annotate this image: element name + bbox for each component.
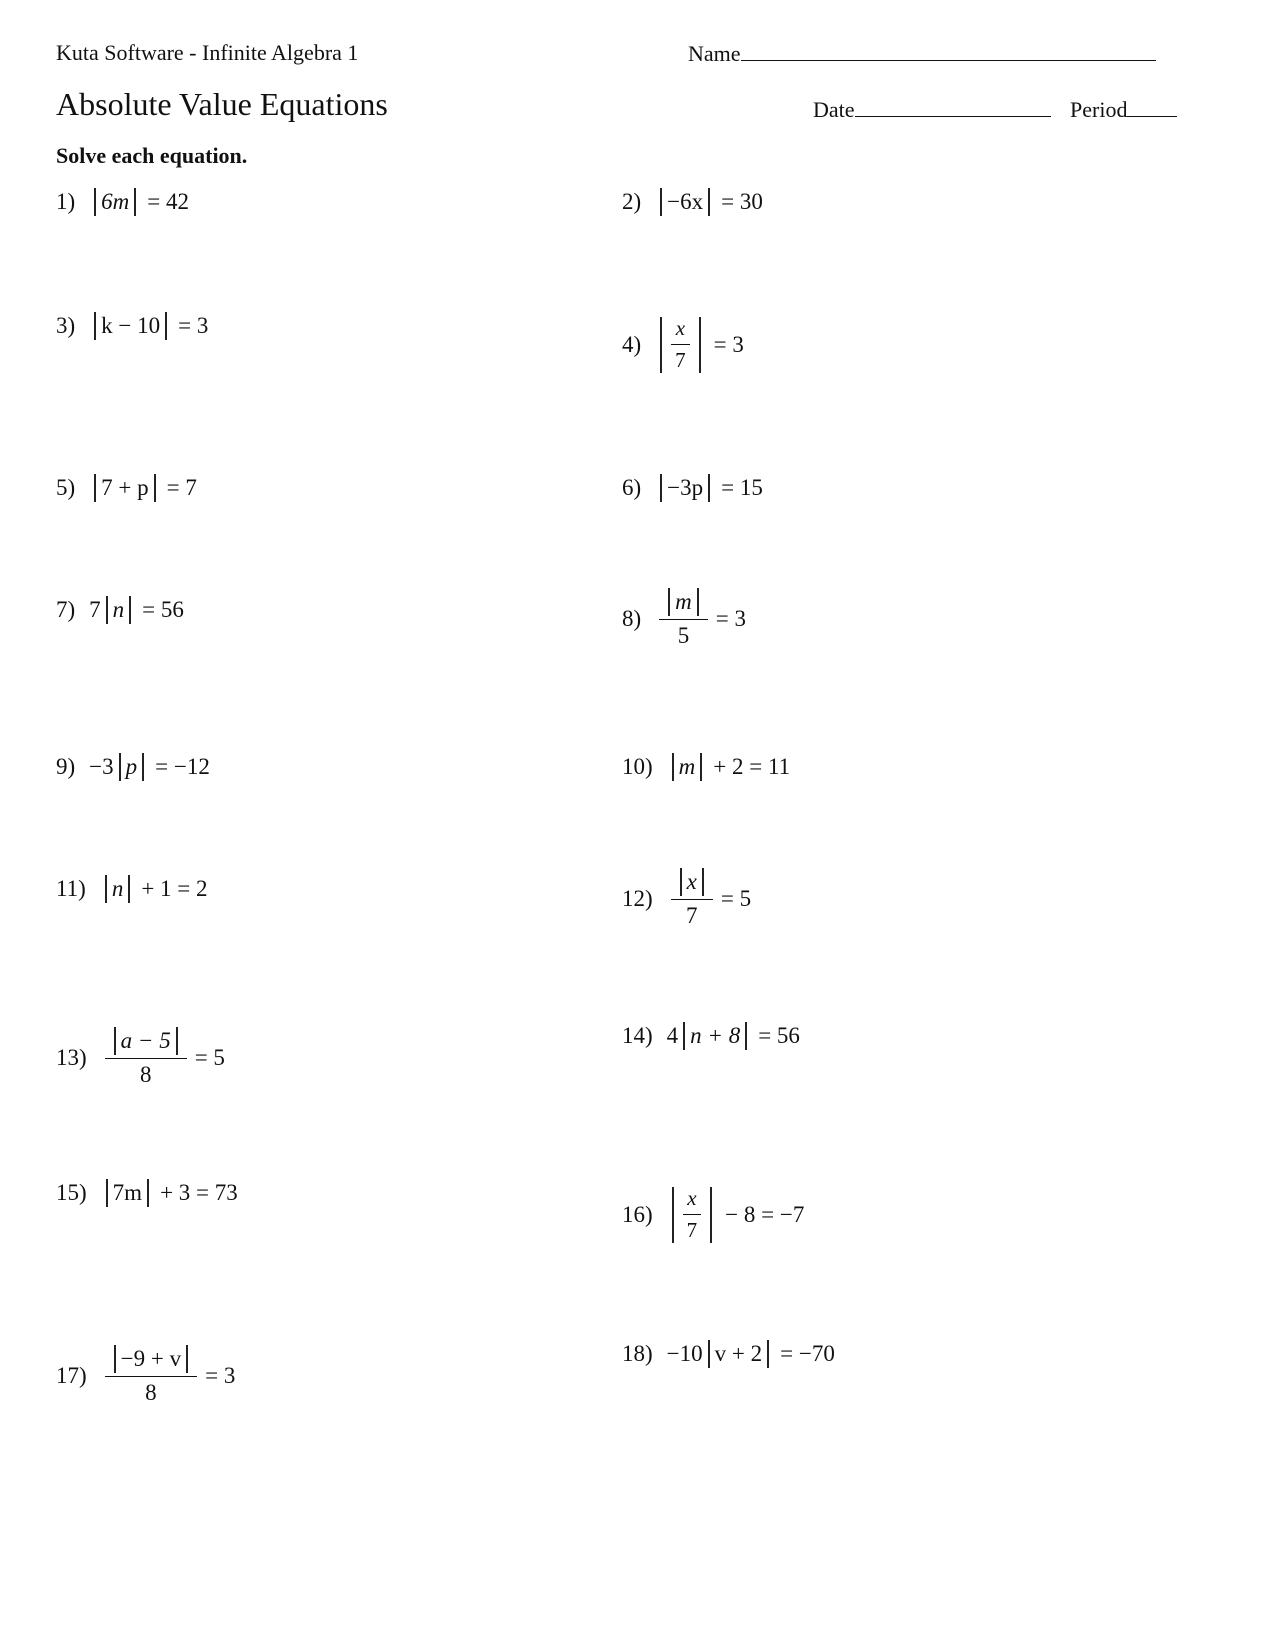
- problem-1: [56, 188, 189, 216]
- rhs: + 1 = 2: [141, 876, 208, 901]
- problem-10: [622, 753, 790, 781]
- abs-bar: [708, 1340, 710, 1368]
- problem-number: 17): [56, 1362, 87, 1388]
- coefficient: −3: [89, 754, 114, 779]
- problem-number: 11): [56, 876, 86, 901]
- abs-bar: [142, 753, 144, 781]
- numerator: [671, 868, 713, 896]
- abs-bar: [710, 1187, 712, 1243]
- problem-4: [622, 316, 744, 373]
- name-blank[interactable]: [741, 40, 1156, 61]
- fraction-bar: [659, 619, 708, 620]
- abs-bar: [128, 875, 130, 903]
- abs-bar: [672, 753, 674, 781]
- abs-bar: [660, 188, 662, 216]
- period-label: Period: [1070, 97, 1128, 122]
- abs-expression: v + 2: [714, 1341, 763, 1366]
- fraction: [105, 1027, 187, 1088]
- problem-number: 1): [56, 189, 76, 214]
- rhs: = 3: [713, 331, 744, 357]
- problem-12: [622, 868, 751, 929]
- abs-bar: [700, 753, 702, 781]
- abs-bar: [119, 753, 121, 781]
- problem-2: [622, 188, 763, 216]
- name-field: [688, 40, 1156, 67]
- fraction-bar: [105, 1058, 187, 1059]
- problem-5: [56, 474, 197, 502]
- problem-13: [56, 1027, 225, 1088]
- rhs: = −70: [780, 1341, 835, 1366]
- abs-expression: p: [125, 754, 138, 779]
- problem-3: [56, 312, 208, 340]
- coefficient: −10: [666, 1341, 703, 1366]
- problem-number: 16): [622, 1201, 653, 1227]
- abs-bar: [767, 1340, 769, 1368]
- abs-bar: [668, 588, 670, 616]
- problem-7: [56, 596, 184, 624]
- date-blank[interactable]: [855, 96, 1051, 117]
- problem-number: 6): [622, 475, 642, 500]
- period-blank[interactable]: [1127, 96, 1177, 117]
- abs-bar: [672, 1187, 674, 1243]
- denominator: 7: [686, 903, 698, 928]
- abs-expression: m: [675, 589, 692, 614]
- fraction: [659, 588, 708, 649]
- problem-15: [56, 1179, 238, 1207]
- abs-bar: [186, 1345, 188, 1373]
- denominator: 7: [686, 1218, 698, 1242]
- problem-number: 14): [622, 1023, 653, 1048]
- abs-bar: [708, 188, 710, 216]
- abs-bar: [699, 317, 701, 373]
- rhs: = 56: [142, 597, 184, 622]
- abs-bar: [165, 312, 167, 340]
- fraction: [683, 1186, 702, 1243]
- problem-number: 10): [622, 754, 653, 779]
- abs-expression: −9 + v: [120, 1346, 182, 1371]
- abs-expression: a − 5: [120, 1028, 171, 1053]
- problem-number: 9): [56, 754, 76, 779]
- abs-expression: −3p: [667, 475, 704, 500]
- problem-8: [622, 588, 746, 649]
- abs-bar: [105, 875, 107, 903]
- abs-bar: [154, 474, 156, 502]
- rhs: = 3: [205, 1362, 236, 1388]
- problem-6: [622, 474, 763, 502]
- rhs: = 3: [715, 605, 747, 631]
- fraction-bar: [105, 1376, 197, 1377]
- abs-expression: 7m: [112, 1180, 143, 1205]
- abs-expression: k − 10: [101, 313, 161, 338]
- problem-number: 13): [56, 1044, 87, 1070]
- abs-expression: 6m: [101, 189, 130, 214]
- abs-bar: [680, 868, 682, 896]
- rhs: = −12: [155, 754, 210, 779]
- coefficient: 7: [89, 597, 101, 622]
- rhs: = 15: [721, 475, 763, 500]
- abs-bar: [94, 188, 96, 216]
- problem-number: 5): [56, 475, 76, 500]
- abs-bar: [176, 1027, 178, 1055]
- problem-number: 4): [622, 331, 642, 357]
- abs-expression: m: [678, 754, 696, 779]
- abs-expression: x: [686, 869, 697, 894]
- problem-number: 15): [56, 1180, 87, 1205]
- page-title: Absolute Value Equations: [56, 86, 388, 122]
- abs-bar: [745, 1022, 747, 1050]
- abs-bar: [94, 312, 96, 340]
- coefficient: 4: [666, 1023, 679, 1048]
- denominator: 8: [145, 1380, 157, 1405]
- abs-bar: [94, 474, 96, 502]
- rhs: − 8 = −7: [725, 1201, 805, 1227]
- rhs: = 56: [758, 1023, 800, 1048]
- numerator: x: [687, 1186, 697, 1210]
- worksheet-source: Kuta Software - Infinite Algebra 1: [56, 40, 359, 65]
- rhs: + 3 = 73: [160, 1180, 238, 1205]
- abs-bar: [114, 1027, 116, 1055]
- period-field: [1070, 96, 1177, 123]
- numerator: [659, 588, 708, 616]
- instructions: Solve each equation.: [56, 143, 248, 168]
- problem-number: 18): [622, 1341, 653, 1366]
- abs-expression: n: [112, 597, 125, 622]
- problem-9: [56, 753, 210, 781]
- fraction: [671, 316, 690, 373]
- abs-expression: n + 8: [690, 1023, 741, 1048]
- name-label: Name: [688, 41, 741, 66]
- abs-bar: [134, 188, 136, 216]
- rhs: = 30: [721, 189, 763, 214]
- date-field: [813, 96, 1051, 123]
- rhs: + 2 = 11: [713, 754, 791, 779]
- abs-bar: [106, 596, 108, 624]
- problem-number: 8): [622, 605, 642, 631]
- abs-bar: [660, 474, 662, 502]
- abs-bar: [114, 1345, 116, 1373]
- denominator: 5: [677, 623, 690, 648]
- abs-expression: −6x: [667, 189, 704, 214]
- problem-number: 12): [622, 885, 653, 911]
- date-label: Date: [813, 97, 855, 122]
- abs-bar: [147, 1179, 149, 1207]
- numerator: x: [675, 316, 686, 340]
- fraction-bar: [683, 1214, 702, 1215]
- problem-18: [622, 1340, 835, 1368]
- abs-expression: 7 + p: [101, 475, 149, 500]
- problem-14: [622, 1022, 800, 1050]
- abs-bar: [106, 1179, 108, 1207]
- fraction-bar: [671, 344, 690, 345]
- problem-number: 3): [56, 313, 76, 338]
- rhs: = 3: [178, 313, 209, 338]
- abs-bar: [129, 596, 131, 624]
- rhs: = 42: [147, 189, 190, 214]
- abs-bar: [697, 588, 699, 616]
- abs-bar: [683, 1022, 685, 1050]
- abs-bar: [702, 868, 704, 896]
- problem-17: [56, 1345, 235, 1406]
- rhs: = 5: [720, 885, 752, 911]
- denominator: 7: [675, 348, 686, 372]
- problem-11: [56, 875, 208, 903]
- abs-bar: [660, 317, 662, 373]
- numerator: [105, 1345, 197, 1373]
- rhs: = 5: [194, 1044, 225, 1070]
- abs-bar: [708, 474, 710, 502]
- fraction: [105, 1345, 197, 1406]
- fraction-bar: [671, 899, 713, 900]
- problem-16: [622, 1186, 804, 1243]
- problem-number: 2): [622, 189, 642, 214]
- abs-expression: n: [111, 876, 124, 901]
- denominator: 8: [139, 1062, 152, 1087]
- problem-number: 7): [56, 597, 76, 622]
- fraction: [671, 868, 713, 929]
- rhs: = 7: [166, 475, 197, 500]
- numerator: [105, 1027, 187, 1055]
